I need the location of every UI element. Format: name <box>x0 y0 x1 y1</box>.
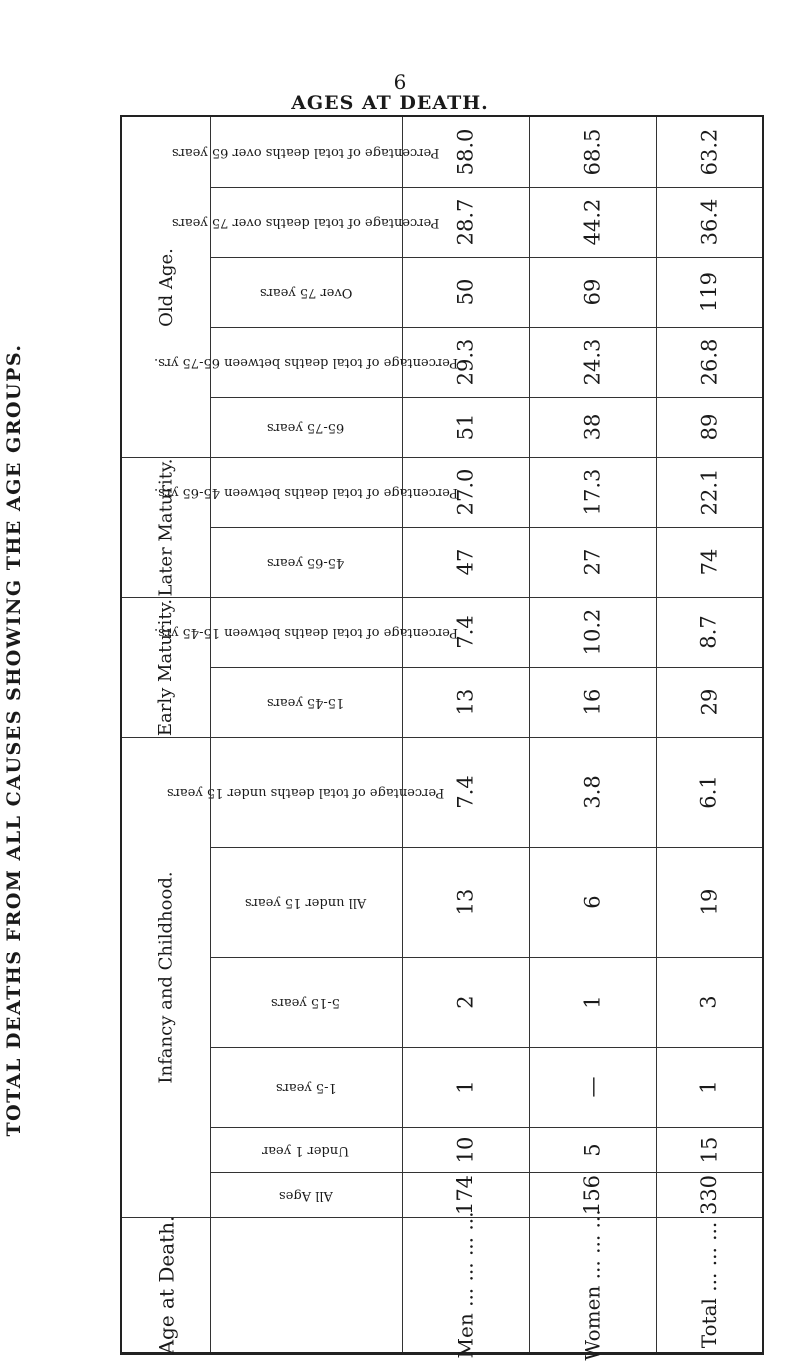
table-cell: 13 <box>453 888 478 916</box>
table-title <box>0 120 28 1360</box>
column-label: 15-45 years <box>267 695 345 710</box>
page-number: 6 <box>393 70 407 94</box>
column-label: 45-65 years <box>267 555 345 570</box>
group-infancy-childhood: Infancy and Childhood. <box>155 870 177 1084</box>
table-cell: 27 <box>580 548 605 576</box>
table-cell: 38 <box>580 413 605 441</box>
column-label: Under 1 year <box>262 1142 350 1158</box>
table-cell: 26.8 <box>696 338 721 386</box>
table-cell: 6 <box>580 895 605 909</box>
table-cell: 24.3 <box>580 338 605 386</box>
table-cell: 17.3 <box>580 468 605 516</box>
table-cell: 29.3 <box>453 338 478 386</box>
group-early-maturity: Early Maturity. <box>155 598 177 736</box>
table-cell: 29 <box>696 688 721 716</box>
stub-header-age-at-death: Age at Death. <box>154 1215 179 1354</box>
table-cell: 15 <box>696 1136 721 1163</box>
table-cell: 51 <box>453 413 478 441</box>
table-cell: 10.2 <box>580 608 605 656</box>
table-cell: 1 <box>580 995 605 1009</box>
table-cell: 10 <box>453 1136 478 1163</box>
row-label-men: Men ... ... ... ... <box>453 1211 478 1358</box>
table-cell-all-ages: 330 <box>697 1174 721 1215</box>
table-cell: 5 <box>580 1142 605 1157</box>
group-old-age: Old Age. <box>155 247 177 327</box>
table-cell: 1 <box>453 1080 478 1094</box>
table-cell: 8.7 <box>697 615 721 649</box>
table-title-text: TOTAL DEATHS FROM ALL CAUSES SHOWING THE AGE GROUPS. <box>3 343 25 1137</box>
row-label-women: Women ... ... ... <box>580 1208 605 1361</box>
table-cell: 1 <box>697 1080 721 1094</box>
table-cell: 58.0 <box>453 128 478 176</box>
table-cell: 3.8 <box>580 775 605 809</box>
table-cell: 119 <box>697 271 721 313</box>
table-cell: 89 <box>696 413 721 441</box>
table-cell: 28.7 <box>453 198 478 246</box>
table-cell: 19 <box>696 888 721 916</box>
column-label: Over 75 years <box>259 285 353 300</box>
table-cell: 74 <box>696 548 721 576</box>
column-label: 5-15 years <box>271 995 341 1010</box>
column-label: Percentage of total deaths between 15-45 yrs. <box>153 625 459 640</box>
table-cell: 68.5 <box>580 128 605 176</box>
column-label: Percentage of total deaths under 15 years <box>167 785 445 800</box>
column-label: Percentage of total deaths between 45-65 yrs. <box>153 485 459 500</box>
column-label: Percentage of total deaths over 75 years <box>172 215 440 230</box>
table-cell-all-ages: 174 <box>453 1174 478 1215</box>
table-cell: 7.4 <box>453 775 478 809</box>
page-header: AGES AT DEATH. <box>291 92 489 114</box>
column-label: All Ages <box>279 1187 333 1203</box>
table-cell: 63.2 <box>696 128 721 176</box>
table-cell: 22.1 <box>696 468 721 516</box>
age-groups-table <box>120 115 764 1361</box>
group-later-maturity: Later Maturity. <box>155 458 177 596</box>
table-cell: 3 <box>697 995 721 1009</box>
column-label: 65-75 years <box>267 420 345 435</box>
table-cell: 7.4 <box>453 615 478 649</box>
table-cell: 6.1 <box>697 775 721 809</box>
table-cell-all-ages: 156 <box>580 1174 605 1215</box>
table-cell: 69 <box>580 278 605 306</box>
table-cell: 50 <box>453 278 478 306</box>
table-cell: 16 <box>580 688 605 716</box>
table-cell: 44.2 <box>580 198 605 246</box>
column-label: Percentage of total deaths over 65 years <box>172 145 440 160</box>
table-cell: 13 <box>453 688 478 716</box>
table-cell: 27.0 <box>453 468 478 516</box>
table-cell: — <box>580 1076 605 1098</box>
table-cell: 36.4 <box>696 198 721 246</box>
table-cell: 2 <box>453 995 478 1009</box>
column-label: All under 15 years <box>245 895 367 910</box>
column-label: Percentage of total deaths between 65-75 yrs. <box>153 355 459 370</box>
row-label-total: Total ... ... ... <box>697 1221 722 1348</box>
column-label: 1-5 years <box>275 1080 337 1095</box>
table-cell: 47 <box>453 548 478 576</box>
